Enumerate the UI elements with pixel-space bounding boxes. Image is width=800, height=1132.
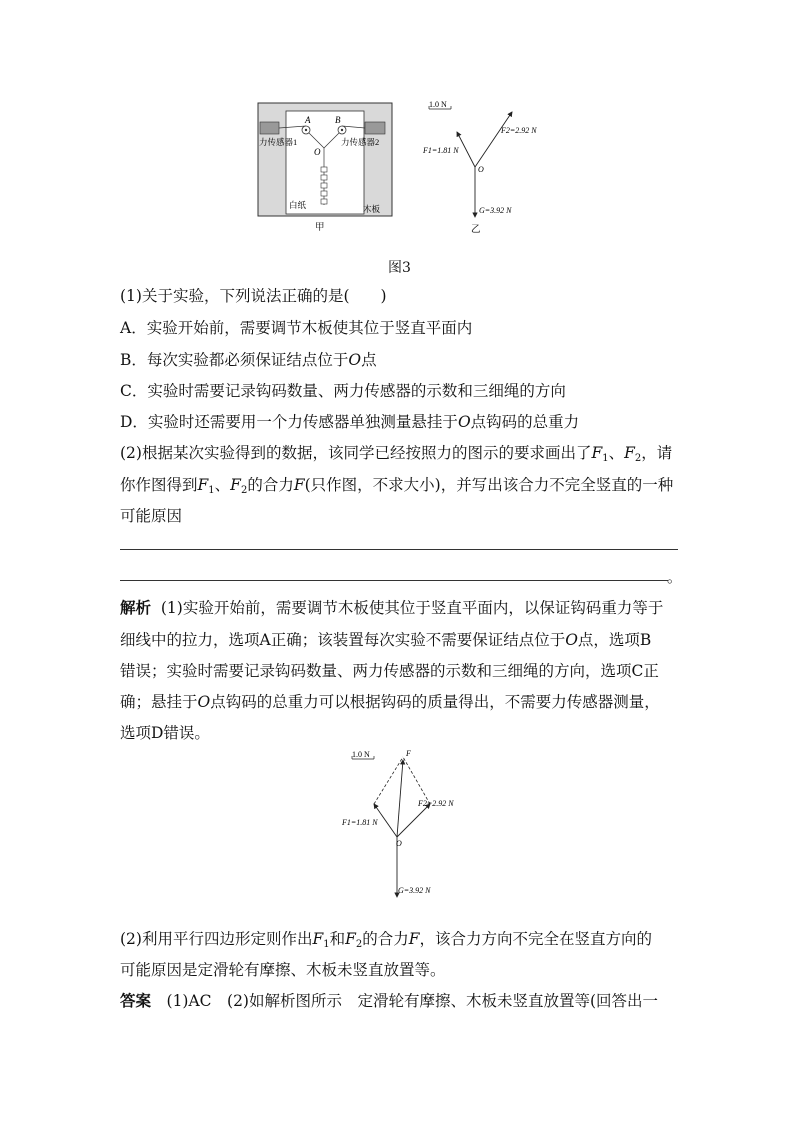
f1-label-2: F1=1.81 N [342,818,378,827]
o-label: O [478,165,484,174]
symbol-f2: F [230,476,241,494]
sensor-1-box [260,122,279,134]
symbol-f1: F [591,444,603,462]
answer-text: (1)AC (2)如解析图所示 定滑轮有摩擦、木板未竖直放置等(回答出一 [151,992,659,1010]
q1-option-b [120,350,377,370]
analysis-line-5: 选项D错误。 [120,724,210,742]
symbol-o: O [348,351,362,369]
label-sensor2: 力传感器2 [341,137,380,147]
q2-l1-b: ，请 [641,444,673,462]
analysis-p2-c: 的合力 [362,930,409,948]
label-o: O [314,147,321,157]
analysis-l2-a: 细线中的拉力，选项A正确；该装置每次实验不需要保证结点位于 [120,631,566,649]
sub-2: 2 [355,939,363,950]
sub-2: 2 [240,485,248,496]
sub-1: 1 [602,453,609,464]
q1-d-post: 点钩码的总重力 [470,413,580,431]
q2-l1-a: (2)根据某次实验得到的数据，该同学已经按照力的图示的要求画出了 [120,444,592,462]
analysis-l2-b: 点，选项B [577,631,652,649]
analysis-l4-b: 点钩码的总重力可以根据钩码的质量得出，不需要力传感器测量， [210,693,660,711]
label-board: 木板 [363,204,381,214]
sep: 、 [608,444,625,462]
q2-line-1 [120,443,672,469]
f-label: F [406,749,411,758]
scale-label: 1.0 N [429,100,447,109]
q2-l2-b: 的合力 [247,476,294,494]
analysis-line-1 [120,598,663,618]
answer-blank-line-1 [120,549,678,550]
analysis-p2-b: 和 [329,930,346,948]
force-diagram-top [415,95,575,235]
symbol-f1: F [312,930,324,948]
label-b: B [335,115,341,125]
scale-label-2: 1.0 N [352,750,370,759]
sensor-2-box [365,122,385,134]
o-label-2: O [396,839,402,848]
q2-line-3: 可能原因 [120,507,183,525]
apparatus-figure [250,95,400,235]
q1-option-c: C．实验时需要记录钩码数量、两力传感器的示数和三细绳的方向 [120,382,566,400]
q2-l2-c: (只作图，不求大小)，并写出该合力不完全竖直的一种 [304,476,674,494]
q1-option-a: A．实验开始前，需要调节木板使其位于竖直平面内 [120,319,473,337]
figure-caption: 图3 [388,260,411,276]
sub-1: 1 [323,939,330,950]
label-sensor1: 力传感器1 [259,137,298,147]
answer-label: 答案 [120,991,152,1010]
analysis-l1: (1)实验开始前，需要调节木板使其位于竖直平面内，以保证钩码重力等于 [160,599,664,617]
symbol-o: O [457,413,471,431]
f2-label-2: F2=2.92 N [418,799,454,808]
analysis-p2-line-1 [120,929,652,955]
f1-label: F1=1.81 N [423,146,459,155]
symbol-f1: F [197,476,209,494]
answer-blank-line-2 [120,580,668,581]
blank-end-period: 。 [667,568,683,586]
symbol-f: F [293,476,305,494]
symbol-f2: F [624,444,635,462]
analysis-line-3: 错误；实验时需要记录钩码数量、两力传感器的示数和三细绳的方向，选项C正 [120,662,659,680]
analysis-p2-a: (2)利用平行四边形定则作出 [120,930,313,948]
f2-label: F2=2.92 N [501,126,537,135]
caption-yi: 乙 [471,225,481,235]
symbol-o: O [197,693,211,711]
caption-jia: 甲 [315,223,325,233]
sub-1: 1 [208,485,215,496]
analysis-l4-a: 确；悬挂于 [120,693,198,711]
label-a: A [305,115,311,125]
analysis-line-2 [120,630,651,650]
answer-line [120,991,658,1011]
analysis-line-4 [120,692,660,712]
sep: 、 [214,476,231,494]
analysis-p2-line-2: 可能原因是定滑轮有摩擦、木板未竖直放置等。 [120,961,446,979]
symbol-f: F [408,930,420,948]
analysis-label: 解析 [120,598,152,617]
g-label: G=3.92 N [479,206,512,215]
q1-stem: (1)关于实验，下列说法正确的是( ) [120,287,387,305]
parallelogram-figure [330,745,480,905]
sub-2: 2 [634,453,642,464]
q2-line-2 [120,475,673,501]
symbol-o: O [565,631,578,649]
q1-b-pre: B．每次实验都必须保证结点位于 [120,351,349,369]
q1-option-d [120,412,579,432]
q2-l2-a: 你作图得到 [120,476,198,494]
q1-d-pre: D．实验时还需要用一个力传感器单独测量悬挂于 [120,413,458,431]
analysis-p2-d: ，该合力方向不完全在竖直方向的 [419,930,653,948]
label-paper: 白纸 [289,200,307,210]
symbol-f2: F [345,930,356,948]
g-label-2: G=3.92 N [398,886,431,895]
q1-b-post: 点 [361,351,377,369]
